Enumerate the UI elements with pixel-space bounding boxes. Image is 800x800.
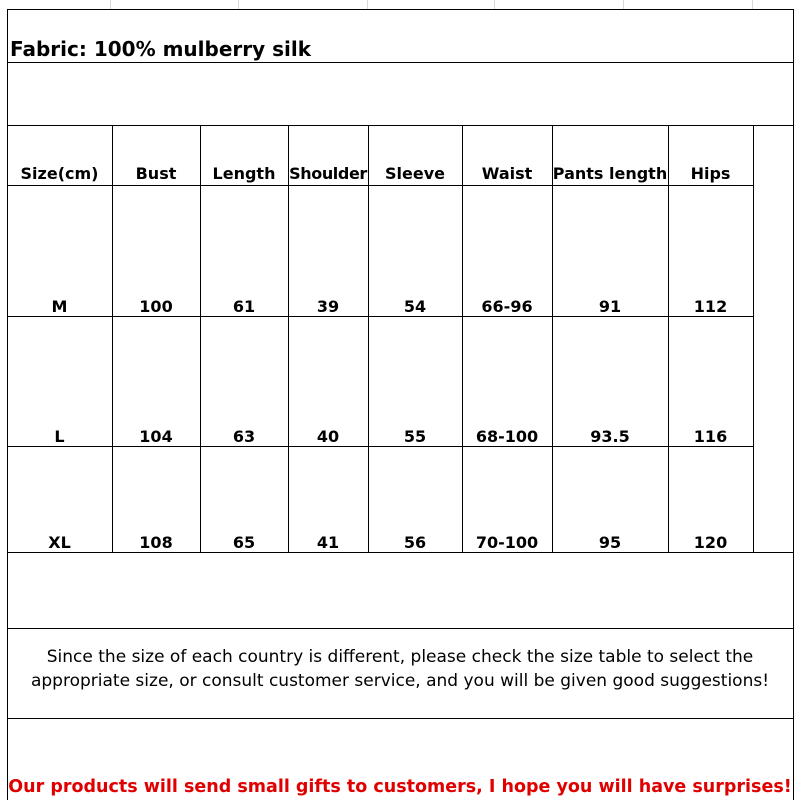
cell-bust: 100 <box>139 297 173 316</box>
col-divider <box>753 125 754 552</box>
rule-note-bottom <box>7 718 794 719</box>
cell-size: XL <box>48 533 71 552</box>
cell-sleeve: 56 <box>403 533 427 552</box>
col-divider <box>288 125 289 552</box>
col-divider <box>552 125 553 552</box>
cell-hips: 116 <box>693 427 728 446</box>
header-pants-length: Pants length <box>552 164 668 183</box>
gift-notice: Our products will send small gifts to customers, I hope you will have surprises! <box>8 777 792 797</box>
cell-waist: 66-96 <box>481 297 533 316</box>
cell-length: 65 <box>232 533 256 552</box>
cell-pants-length: 91 <box>598 297 622 316</box>
fabric-label: Fabric: 100% mulberry silk <box>10 37 312 61</box>
border-right <box>793 9 794 800</box>
header-waist: Waist <box>481 164 533 183</box>
cell-bust: 108 <box>139 533 173 552</box>
border-top <box>7 9 794 10</box>
spreadsheet-gridlines <box>0 0 800 9</box>
header-length: Length <box>212 164 276 183</box>
cell-shoulder: 40 <box>316 427 340 446</box>
header-bust: Bust <box>135 164 177 183</box>
cell-sleeve: 54 <box>403 297 427 316</box>
col-divider <box>112 125 113 552</box>
cell-length: 61 <box>232 297 256 316</box>
col-divider <box>200 125 201 552</box>
header-size: Size(cm) <box>20 164 99 183</box>
cell-pants-length: 93.5 <box>590 427 630 446</box>
rule-after-fabric <box>7 62 794 63</box>
cell-waist: 68-100 <box>475 427 539 446</box>
cell-bust: 104 <box>139 427 173 446</box>
rule-note-top <box>7 628 794 629</box>
cell-shoulder: 41 <box>316 533 340 552</box>
col-divider <box>368 125 369 552</box>
col-divider <box>668 125 669 552</box>
rule-table-top <box>7 125 794 126</box>
cell-length: 63 <box>232 427 256 446</box>
size-advice-note: Since the size of each country is different, please check the size table to select the appropriate size, or consult customer service, and you will be given good suggestions! <box>30 647 770 691</box>
cell-hips: 120 <box>693 533 728 552</box>
cell-pants-length: 95 <box>598 533 622 552</box>
cell-size: L <box>54 427 65 446</box>
cell-sleeve: 55 <box>403 427 427 446</box>
cell-size: M <box>51 297 68 316</box>
col-divider <box>462 125 463 552</box>
rule-header-bottom <box>7 185 753 186</box>
header-hips: Hips <box>690 164 731 183</box>
header-sleeve: Sleeve <box>385 164 445 183</box>
cell-hips: 112 <box>693 297 728 316</box>
cell-waist: 70-100 <box>475 533 539 552</box>
cell-shoulder: 39 <box>316 297 340 316</box>
header-shoulder: Shoulder <box>289 164 367 183</box>
